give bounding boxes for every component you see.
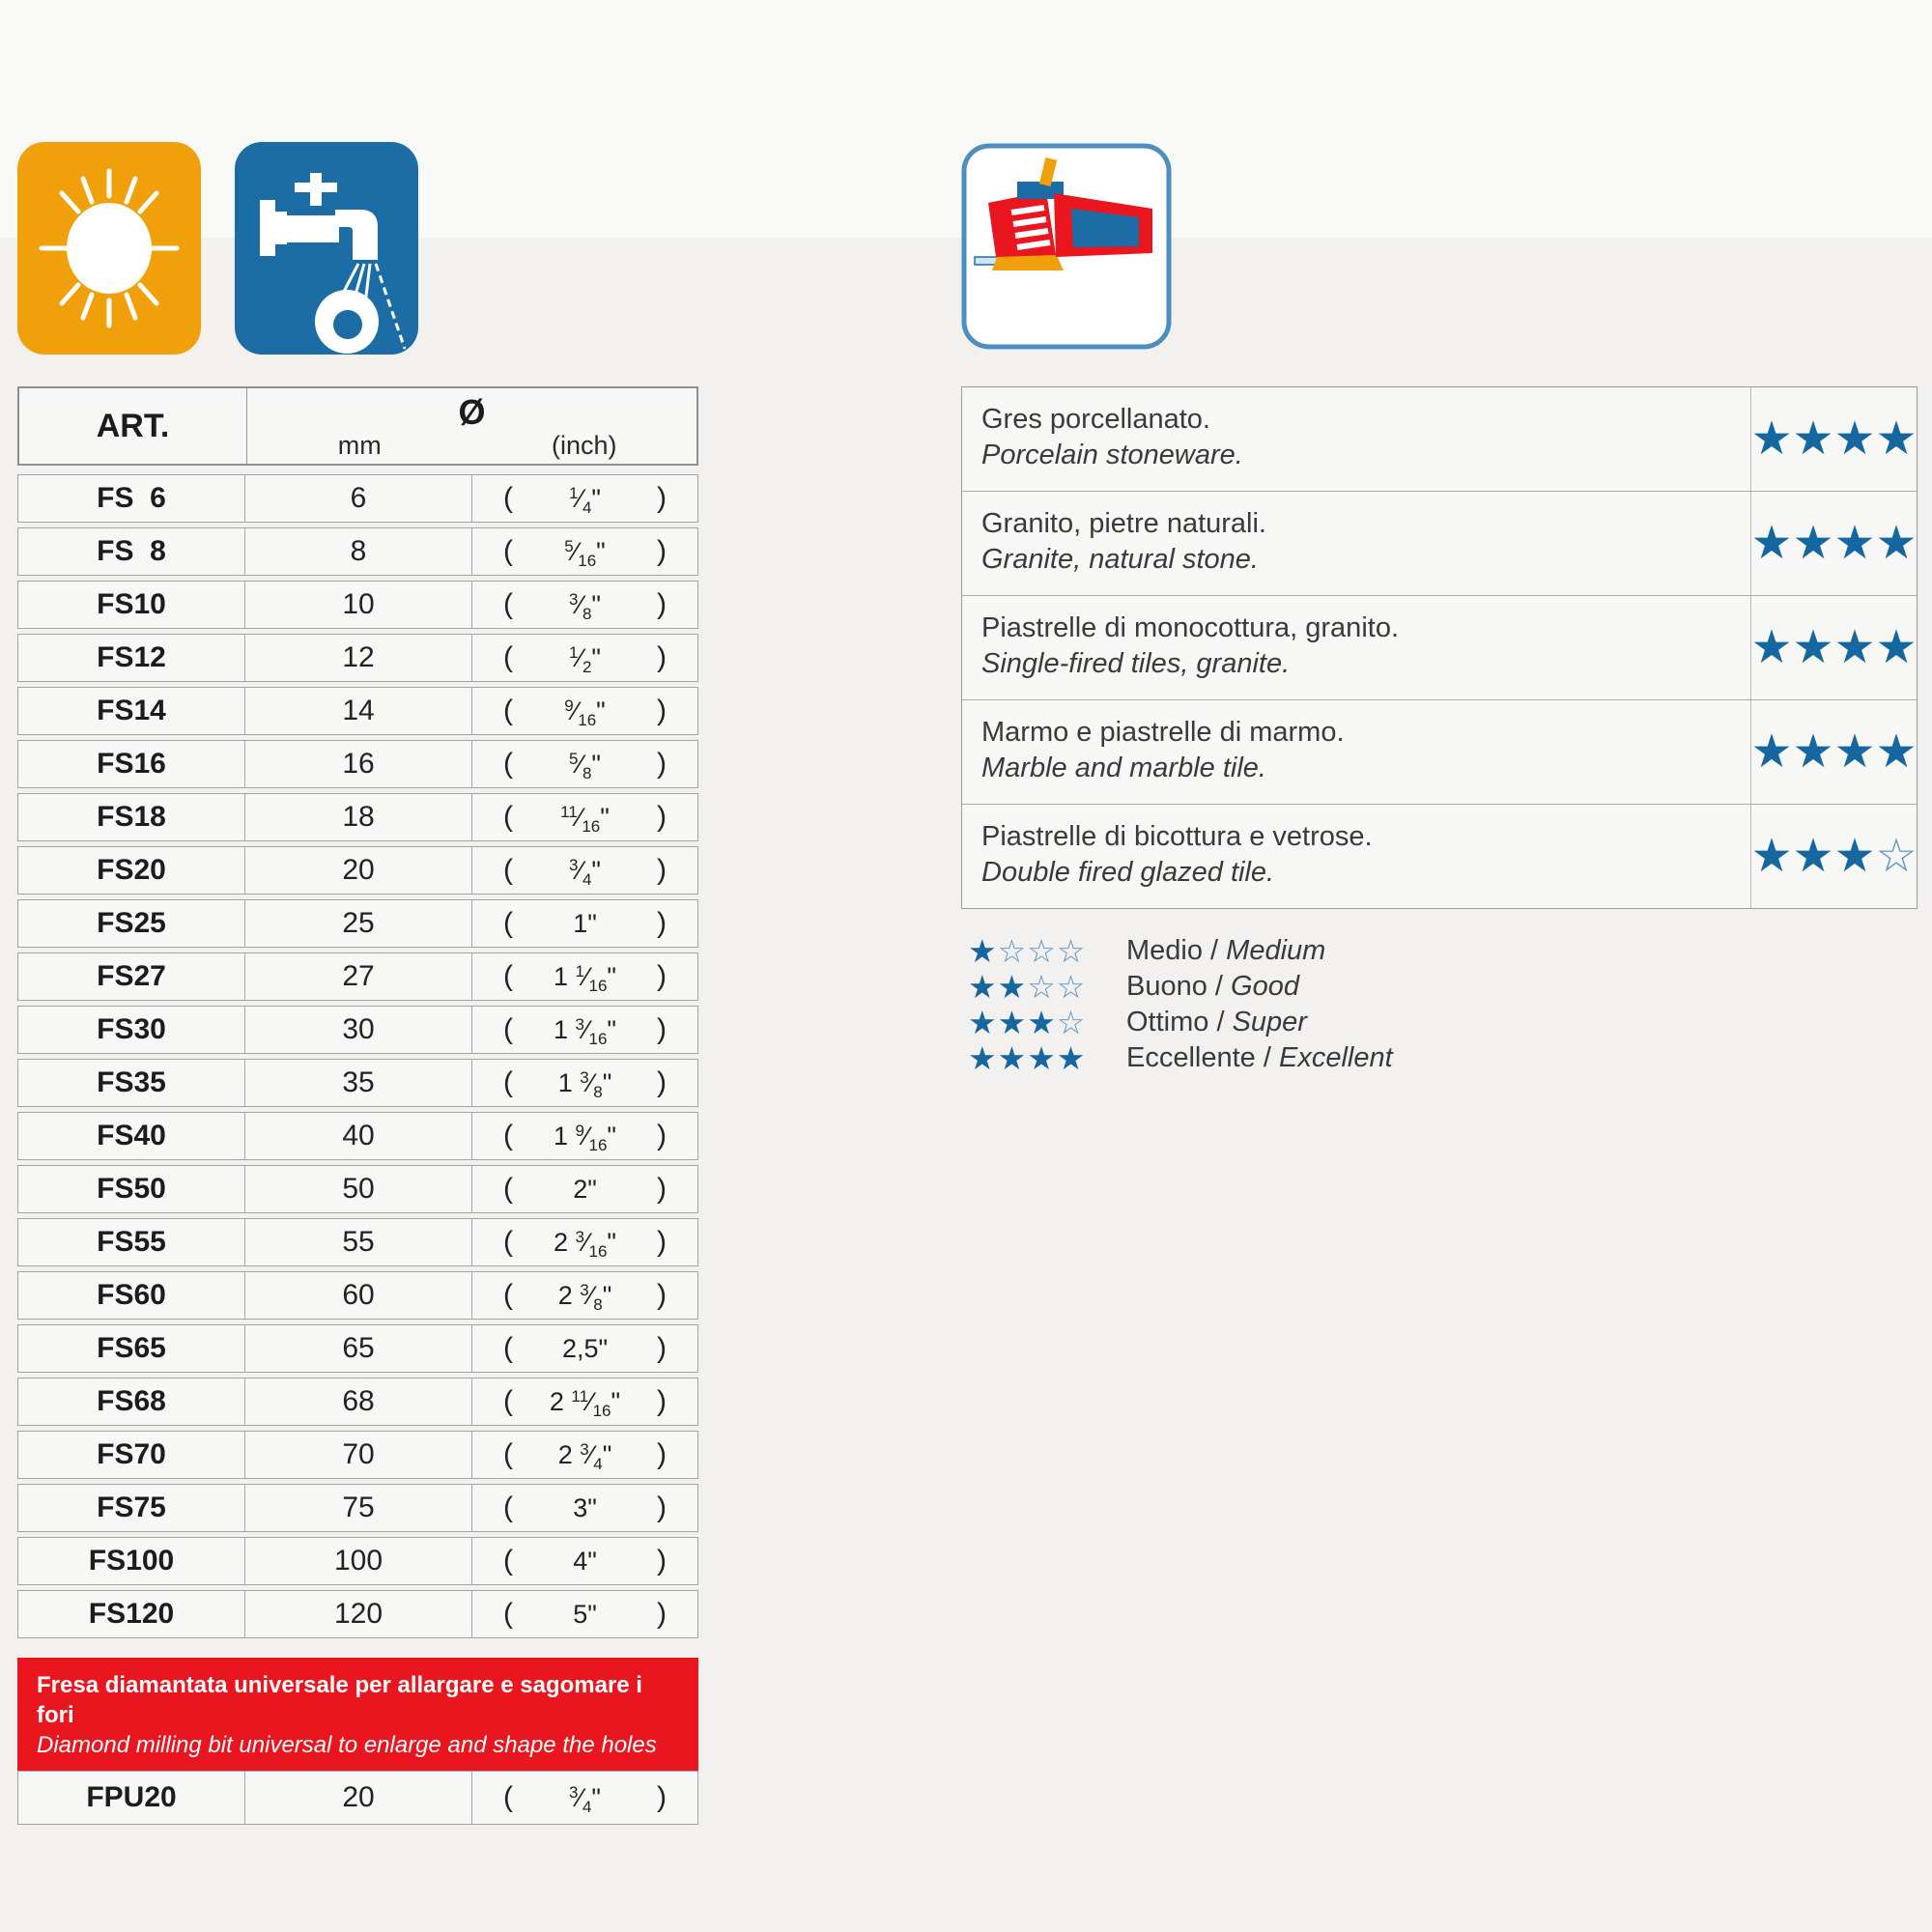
size-table-row [17, 581, 698, 629]
mm-cell: 8 [245, 528, 472, 575]
paren-close: ) [657, 748, 667, 780]
paren-close: ) [657, 1438, 667, 1470]
art-cell: FS27 [18, 953, 245, 1000]
paren-open: ( [503, 1226, 513, 1258]
star-filled-icon: ★ [1833, 412, 1876, 465]
inch-cell [472, 1007, 697, 1053]
inch-cell [472, 688, 697, 734]
size-table-row [17, 527, 698, 576]
size-table-row [17, 1537, 698, 1585]
art-cell: FS30 [18, 1007, 245, 1053]
star-filled-icon: ★ [997, 968, 1028, 1005]
banner-line-en: Diamond milling bit universal to enlarge and shape the holes [37, 1732, 657, 1758]
inch-cell [472, 847, 697, 894]
size-table-row [17, 1484, 698, 1532]
star-filled-icon: ★ [1750, 412, 1793, 465]
inch-value: 5" [573, 1599, 597, 1629]
art-cell: FS14 [18, 688, 245, 734]
star-rating [1750, 492, 1917, 595]
material-label [962, 805, 1750, 908]
rating-row [962, 492, 1917, 596]
inch-cell [472, 475, 697, 522]
size-table [17, 386, 698, 1825]
paren-open: ( [503, 1173, 513, 1205]
paren-open: ( [503, 588, 513, 620]
star-filled-icon: ★ [1833, 517, 1876, 569]
legend-label: Eccellente / Excellent [1126, 1042, 1393, 1073]
art-cell: FS55 [18, 1219, 245, 1265]
inch-cell [472, 1325, 697, 1372]
star-filled-icon: ★ [1833, 830, 1876, 882]
star-filled-icon: ★ [997, 1004, 1028, 1040]
size-table-row [17, 793, 698, 841]
inch-cell [472, 1272, 697, 1319]
size-table-row [17, 1771, 698, 1825]
star-filled-icon: ★ [1875, 621, 1918, 673]
art-cell: FS40 [18, 1113, 245, 1159]
paren-open: ( [503, 748, 513, 780]
star-filled-icon: ★ [1027, 1039, 1057, 1076]
inch-value: $^3⁄_4$" [568, 855, 602, 889]
inch-value: 1 $^3⁄_8$" [557, 1067, 612, 1101]
paren-open: ( [503, 695, 513, 726]
inch-cell [472, 635, 697, 681]
material-name-it: Granito, pietre naturali. [981, 508, 1266, 539]
star-rating [1750, 805, 1917, 908]
mm-cell: 25 [245, 900, 472, 947]
fs-rows [17, 474, 698, 1638]
material-name-it: Piastrelle di monocottura, granito. [981, 612, 1399, 643]
mm-cell: 35 [245, 1060, 472, 1106]
material-name-it: Marmo e piastrelle di marmo. [981, 717, 1345, 748]
star-filled-icon: ★ [1792, 621, 1834, 673]
material-name-en: Granite, natural stone. [981, 544, 1259, 575]
paren-close: ) [657, 1173, 667, 1205]
legend-row [968, 1040, 1393, 1076]
material-label [962, 387, 1750, 491]
star-filled-icon: ★ [1027, 1004, 1057, 1040]
inch-cell [472, 900, 697, 947]
inch-cell [472, 1219, 697, 1265]
paren-close: ) [657, 1120, 667, 1151]
mm-cell: 10 [245, 582, 472, 628]
mm-cell: 50 [245, 1166, 472, 1212]
art-cell: FS70 [18, 1432, 245, 1478]
legend-row [968, 969, 1393, 1005]
art-cell: FS20 [18, 847, 245, 894]
star-filled-icon: ★ [968, 932, 998, 969]
fpu-row-host [17, 1771, 698, 1825]
paren-open: ( [503, 482, 513, 514]
material-label [962, 700, 1750, 804]
star-filled-icon: ★ [1875, 412, 1918, 465]
star-filled-icon: ★ [1875, 725, 1918, 778]
inch-cell [472, 953, 697, 1000]
art-cell: FPU20 [18, 1772, 245, 1824]
wet-use-icon [235, 142, 418, 355]
art-cell: FS65 [18, 1325, 245, 1372]
size-table-row [17, 1165, 698, 1213]
star-rating [1750, 387, 1917, 491]
paren-close: ) [657, 482, 667, 514]
mm-cell: 14 [245, 688, 472, 734]
legend-stars [968, 1040, 1111, 1077]
mm-cell: 30 [245, 1007, 472, 1053]
inch-value: 1 $^3⁄_{16}$" [553, 1014, 617, 1048]
mm-cell: 16 [245, 741, 472, 787]
inch-cell [472, 1485, 697, 1531]
paren-close: ) [657, 1545, 667, 1577]
inch-cell [472, 1772, 697, 1824]
mm-cell: 40 [245, 1113, 472, 1159]
paren-open: ( [503, 1013, 513, 1045]
inch-value: $^{11}⁄_{16}$" [560, 802, 610, 836]
mm-cell: 20 [245, 1772, 472, 1824]
art-cell: FS120 [18, 1591, 245, 1637]
inch-cell [472, 1166, 697, 1212]
art-cell: FS75 [18, 1485, 245, 1531]
star-filled-icon: ★ [1792, 412, 1834, 465]
material-label [962, 596, 1750, 699]
angle-grinder-glyph [961, 143, 1172, 350]
legend-stars [968, 969, 1111, 1006]
paren-close: ) [657, 588, 667, 620]
rating-legend [968, 933, 1393, 1076]
mm-cell: 27 [245, 953, 472, 1000]
paren-close: ) [657, 1492, 667, 1523]
header-art: ART. [19, 388, 247, 464]
paren-close: ) [657, 1226, 667, 1258]
art-cell: FS25 [18, 900, 245, 947]
material-name-en: Porcelain stoneware. [981, 440, 1243, 470]
star-outline-icon: ☆ [1056, 1004, 1087, 1040]
mm-cell: 6 [245, 475, 472, 522]
inch-cell [472, 794, 697, 840]
star-filled-icon: ★ [1750, 725, 1793, 778]
material-name-it: Piastrelle di bicottura e vetrose. [981, 821, 1373, 852]
paren-open: ( [503, 907, 513, 939]
inch-cell [472, 1538, 697, 1584]
rating-row [962, 805, 1917, 908]
size-table-row [17, 1006, 698, 1054]
paren-open: ( [503, 1332, 513, 1364]
paren-close: ) [657, 1066, 667, 1098]
paren-close: ) [657, 1781, 667, 1813]
sun-icon [17, 142, 201, 355]
star-filled-icon: ★ [1750, 830, 1793, 882]
inch-value: 3" [573, 1492, 597, 1522]
mm-cell: 12 [245, 635, 472, 681]
art-cell: FS10 [18, 582, 245, 628]
star-filled-icon: ★ [1750, 517, 1793, 569]
size-table-row [17, 474, 698, 523]
star-filled-icon: ★ [968, 1039, 998, 1076]
size-table-row [17, 1590, 698, 1638]
size-table-row [17, 1112, 698, 1160]
paren-open: ( [503, 801, 513, 833]
paren-close: ) [657, 1013, 667, 1045]
mm-cell: 55 [245, 1219, 472, 1265]
inch-cell [472, 528, 697, 575]
header-diameter-group [247, 388, 696, 464]
star-outline-icon: ☆ [1056, 932, 1087, 969]
art-cell: FS 6 [18, 475, 245, 522]
universal-bit-banner [17, 1658, 698, 1771]
water-tap-icon [235, 142, 418, 355]
legend-label: Medio / Medium [1126, 935, 1326, 966]
legend-label: Buono / Good [1126, 971, 1299, 1002]
size-table-row [17, 1378, 698, 1426]
size-table-row [17, 1271, 698, 1320]
inch-cell [472, 1060, 697, 1106]
paren-open: ( [503, 1492, 513, 1523]
inch-value: 1" [573, 908, 597, 938]
inch-value: 1 $^1⁄_{16}$" [553, 961, 617, 995]
paren-open: ( [503, 960, 513, 992]
inch-value: 2 $^3⁄_4$" [557, 1439, 612, 1473]
legend-stars [968, 933, 1111, 970]
inch-value: 2 $^3⁄_{16}$" [553, 1227, 617, 1261]
star-rating [1750, 596, 1917, 699]
art-cell: FS 8 [18, 528, 245, 575]
inch-cell [472, 1591, 697, 1637]
size-table-row [17, 846, 698, 895]
paren-open: ( [503, 854, 513, 886]
legend-row [968, 933, 1393, 969]
art-cell: FS100 [18, 1538, 245, 1584]
inch-value: 2" [573, 1174, 597, 1204]
inch-value: $^3⁄_8$" [568, 589, 602, 623]
inch-value: $^1⁄_4$" [568, 483, 602, 517]
art-cell: FS16 [18, 741, 245, 787]
paren-open: ( [503, 1545, 513, 1577]
size-table-header [17, 386, 698, 466]
material-name-en: Double fired glazed tile. [981, 857, 1275, 888]
mm-cell: 120 [245, 1591, 472, 1637]
paren-open: ( [503, 1279, 513, 1311]
star-rating [1750, 700, 1917, 804]
material-name-en: Marble and marble tile. [981, 753, 1266, 783]
paren-close: ) [657, 641, 667, 673]
size-table-row [17, 1324, 698, 1373]
inch-cell [472, 1113, 697, 1159]
star-filled-icon: ★ [1833, 725, 1876, 778]
star-filled-icon: ★ [1056, 1039, 1087, 1076]
paren-close: ) [657, 1332, 667, 1364]
art-cell: FS50 [18, 1166, 245, 1212]
inch-value: 2 $^{11}⁄_{16}$" [549, 1386, 621, 1420]
star-outline-icon: ☆ [1056, 968, 1087, 1005]
star-filled-icon: ★ [1875, 517, 1918, 569]
dry-use-icon [17, 142, 201, 355]
mm-cell: 70 [245, 1432, 472, 1478]
paren-open: ( [503, 641, 513, 673]
inch-cell [472, 741, 697, 787]
mm-cell: 68 [245, 1378, 472, 1425]
size-table-row [17, 740, 698, 788]
star-outline-icon: ☆ [1027, 932, 1057, 969]
paren-close: ) [657, 1279, 667, 1311]
paren-close: ) [657, 907, 667, 939]
star-filled-icon: ★ [1833, 621, 1876, 673]
size-table-row [17, 899, 698, 948]
inch-value: 4" [573, 1546, 597, 1576]
legend-stars [968, 1005, 1111, 1041]
inch-value: 2,5" [561, 1333, 609, 1363]
paren-close: ) [657, 801, 667, 833]
inch-value: $^3⁄_4$" [568, 1782, 602, 1816]
star-filled-icon: ★ [997, 1039, 1028, 1076]
star-filled-icon: ★ [968, 1004, 998, 1040]
star-filled-icon: ★ [1792, 830, 1834, 882]
size-table-row [17, 1218, 698, 1266]
paren-close: ) [657, 695, 667, 726]
inch-cell [472, 1378, 697, 1425]
paren-open: ( [503, 1598, 513, 1630]
paren-open: ( [503, 1066, 513, 1098]
mm-cell: 18 [245, 794, 472, 840]
star-filled-icon: ★ [1792, 725, 1834, 778]
legend-row [968, 1005, 1393, 1040]
size-table-row [17, 687, 698, 735]
paren-open: ( [503, 1120, 513, 1151]
size-table-row [17, 952, 698, 1001]
mm-cell: 60 [245, 1272, 472, 1319]
art-cell: FS60 [18, 1272, 245, 1319]
material-name-it: Gres porcellanato. [981, 404, 1210, 435]
size-table-row [17, 1431, 698, 1479]
paren-open: ( [503, 535, 513, 567]
rating-table [961, 386, 1918, 909]
size-table-row [17, 634, 698, 682]
paren-open: ( [503, 1781, 513, 1813]
material-label [962, 492, 1750, 595]
art-cell: FS18 [18, 794, 245, 840]
legend-label: Ottimo / Super [1126, 1007, 1307, 1037]
inch-value: $^1⁄_2$" [568, 642, 602, 676]
rating-row [962, 700, 1917, 805]
paren-open: ( [503, 1438, 513, 1470]
angle-grinder-icon [961, 143, 1172, 350]
mm-cell: 65 [245, 1325, 472, 1372]
star-outline-icon: ☆ [997, 932, 1028, 969]
art-cell: FS35 [18, 1060, 245, 1106]
header-inch: (inch) [551, 431, 617, 460]
inch-value: $^9⁄_{16}$" [564, 696, 606, 729]
paren-open: ( [503, 1385, 513, 1417]
inch-value: $^5⁄_8$" [568, 749, 602, 782]
inch-value: $^5⁄_{16}$" [564, 536, 606, 570]
star-outline-icon: ☆ [1875, 830, 1918, 882]
inch-cell [472, 1432, 697, 1478]
inch-value: 2 $^3⁄_8$" [557, 1280, 612, 1314]
inch-cell [472, 582, 697, 628]
art-cell: FS12 [18, 635, 245, 681]
rating-row [962, 596, 1917, 700]
paren-close: ) [657, 960, 667, 992]
mm-cell: 100 [245, 1538, 472, 1584]
star-filled-icon: ★ [1750, 621, 1793, 673]
header-diameter-symbol: Ø [458, 392, 486, 432]
art-cell: FS68 [18, 1378, 245, 1425]
inch-value: 1 $^9⁄_{16}$" [553, 1121, 617, 1154]
banner-line-it: Fresa diamantata universale per allargare e sagomare i fori [37, 1672, 642, 1728]
paren-close: ) [657, 854, 667, 886]
header-mm: mm [337, 431, 382, 460]
star-filled-icon: ★ [968, 968, 998, 1005]
material-name-en: Single-fired tiles, granite. [981, 648, 1291, 679]
star-outline-icon: ☆ [1027, 968, 1057, 1005]
paren-close: ) [657, 1598, 667, 1630]
rating-row [962, 387, 1917, 492]
mm-cell: 75 [245, 1485, 472, 1531]
paren-close: ) [657, 1385, 667, 1417]
size-table-row [17, 1059, 698, 1107]
paren-close: ) [657, 535, 667, 567]
mm-cell: 20 [245, 847, 472, 894]
star-filled-icon: ★ [1792, 517, 1834, 569]
